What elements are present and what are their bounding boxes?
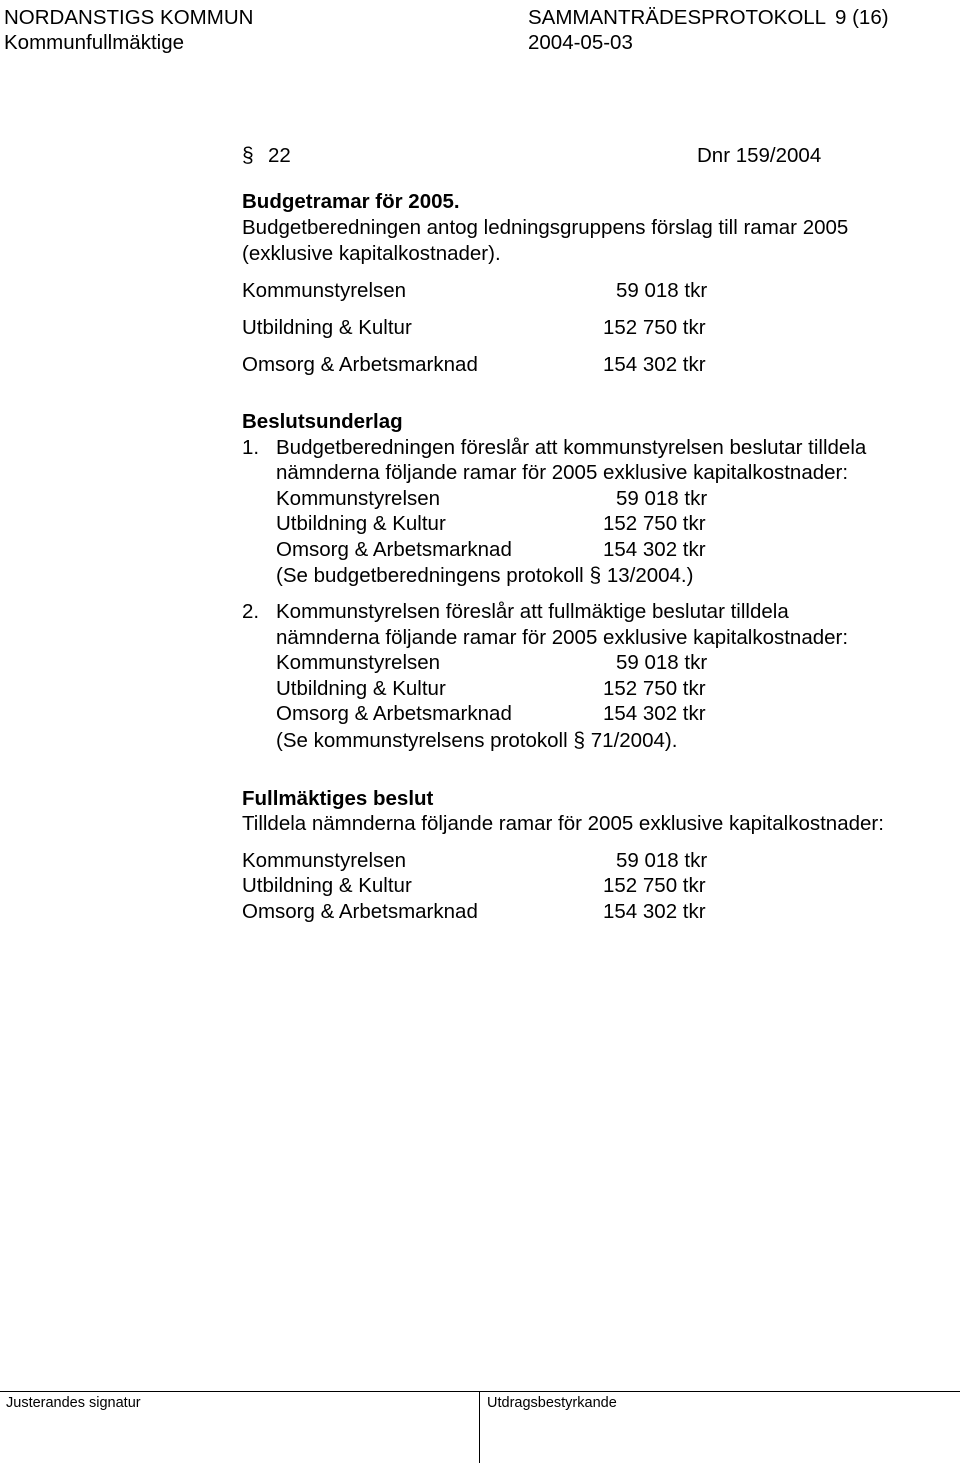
footer-signature-label: Justerandes signatur bbox=[6, 1395, 141, 1411]
paragraph-symbol: § bbox=[589, 564, 602, 587]
item-row-name: Kommunstyrelsen bbox=[242, 279, 407, 302]
meeting-date: 2004-05-03 bbox=[528, 31, 633, 54]
paragraph-symbol: § bbox=[573, 729, 586, 752]
beslutsunderlag-heading: Beslutsunderlag bbox=[242, 410, 403, 433]
beslut-row-name: Utbildning & Kultur bbox=[242, 874, 412, 897]
footer-certification-label: Utdragsbestyrkande bbox=[487, 1395, 617, 1411]
p2-reference bbox=[276, 730, 677, 752]
beslut-row-amount: 59 018 tkr bbox=[616, 849, 708, 872]
item-row-amount: 59 018 tkr bbox=[616, 279, 708, 302]
beslut-row-amount: 152 750 tkr bbox=[603, 874, 706, 897]
p1-row-name: Utbildning & Kultur bbox=[276, 512, 446, 535]
p1-row-amount: 154 302 tkr bbox=[603, 538, 706, 561]
section-number: 22 bbox=[268, 144, 291, 167]
p2-reference-number: 71/2004). bbox=[590, 729, 678, 752]
org-name: NORDANSTIGS KOMMUN bbox=[4, 6, 254, 29]
footer-column-divider bbox=[479, 1391, 480, 1463]
p1-reference-number: 13/2004.) bbox=[606, 564, 694, 587]
paragraph-symbol: § bbox=[242, 144, 254, 167]
p2-line1: Kommunstyrelsen föreslår att fullmäktige beslutar tilldela bbox=[276, 600, 789, 623]
item-row-name: Utbildning & Kultur bbox=[242, 316, 412, 339]
p2-row-name: Kommunstyrelsen bbox=[276, 651, 441, 674]
p2-line2: nämnderna följande ramar för 2005 exklusive kapitalkostnader: bbox=[276, 626, 849, 649]
body-name: Kommunfullmäktige bbox=[4, 31, 185, 54]
p1-reference-text: (Se budgetberedningens protokoll bbox=[276, 564, 584, 587]
footer-divider bbox=[0, 1391, 960, 1392]
protocol-title: SAMMANTRÄDESPROTOKOLL bbox=[528, 6, 827, 29]
item-title: Budgetramar för 2005. bbox=[242, 190, 460, 213]
beslut-row-amount: 154 302 tkr bbox=[603, 900, 706, 923]
beslut-text: Tilldela nämnderna följande ramar för 2005 exklusive kapitalkostnader: bbox=[242, 812, 884, 835]
p2-reference-text: (Se kommunstyrelsens protokoll bbox=[276, 729, 568, 752]
p1-row-amount: 59 018 tkr bbox=[616, 487, 708, 510]
p1-row-name: Kommunstyrelsen bbox=[276, 487, 441, 510]
item-intro-line1: Budgetberedningen antog ledningsgruppens förslag till ramar 2005 bbox=[242, 216, 849, 239]
p1-line1: Budgetberedningen föreslår att kommunstyrelsen beslutar tilldela bbox=[276, 436, 867, 459]
p1-line2: nämnderna följande ramar för 2005 exklusive kapitalkostnader: bbox=[276, 461, 849, 484]
item-row-amount: 152 750 tkr bbox=[603, 316, 706, 339]
p2-row-amount: 59 018 tkr bbox=[616, 651, 708, 674]
page-number: 9 (16) bbox=[835, 6, 889, 29]
item-row-amount: 154 302 tkr bbox=[603, 353, 706, 376]
p2-row-amount: 152 750 tkr bbox=[603, 677, 706, 700]
beslut-row-name: Omsorg & Arbetsmarknad bbox=[242, 900, 478, 923]
list-number: 2. bbox=[242, 600, 260, 623]
item-row-name: Omsorg & Arbetsmarknad bbox=[242, 353, 478, 376]
beslut-heading: Fullmäktiges beslut bbox=[242, 787, 434, 810]
p1-row-name: Omsorg & Arbetsmarknad bbox=[276, 538, 512, 561]
p1-reference bbox=[276, 565, 693, 587]
p2-row-amount: 154 302 tkr bbox=[603, 702, 706, 725]
p1-row-amount: 152 750 tkr bbox=[603, 512, 706, 535]
dnr: Dnr 159/2004 bbox=[697, 144, 822, 167]
p2-row-name: Utbildning & Kultur bbox=[276, 677, 446, 700]
list-number: 1. bbox=[242, 436, 260, 459]
beslut-row-name: Kommunstyrelsen bbox=[242, 849, 407, 872]
item-intro-line2: (exklusive kapitalkostnader). bbox=[242, 242, 501, 265]
p2-row-name: Omsorg & Arbetsmarknad bbox=[276, 702, 512, 725]
